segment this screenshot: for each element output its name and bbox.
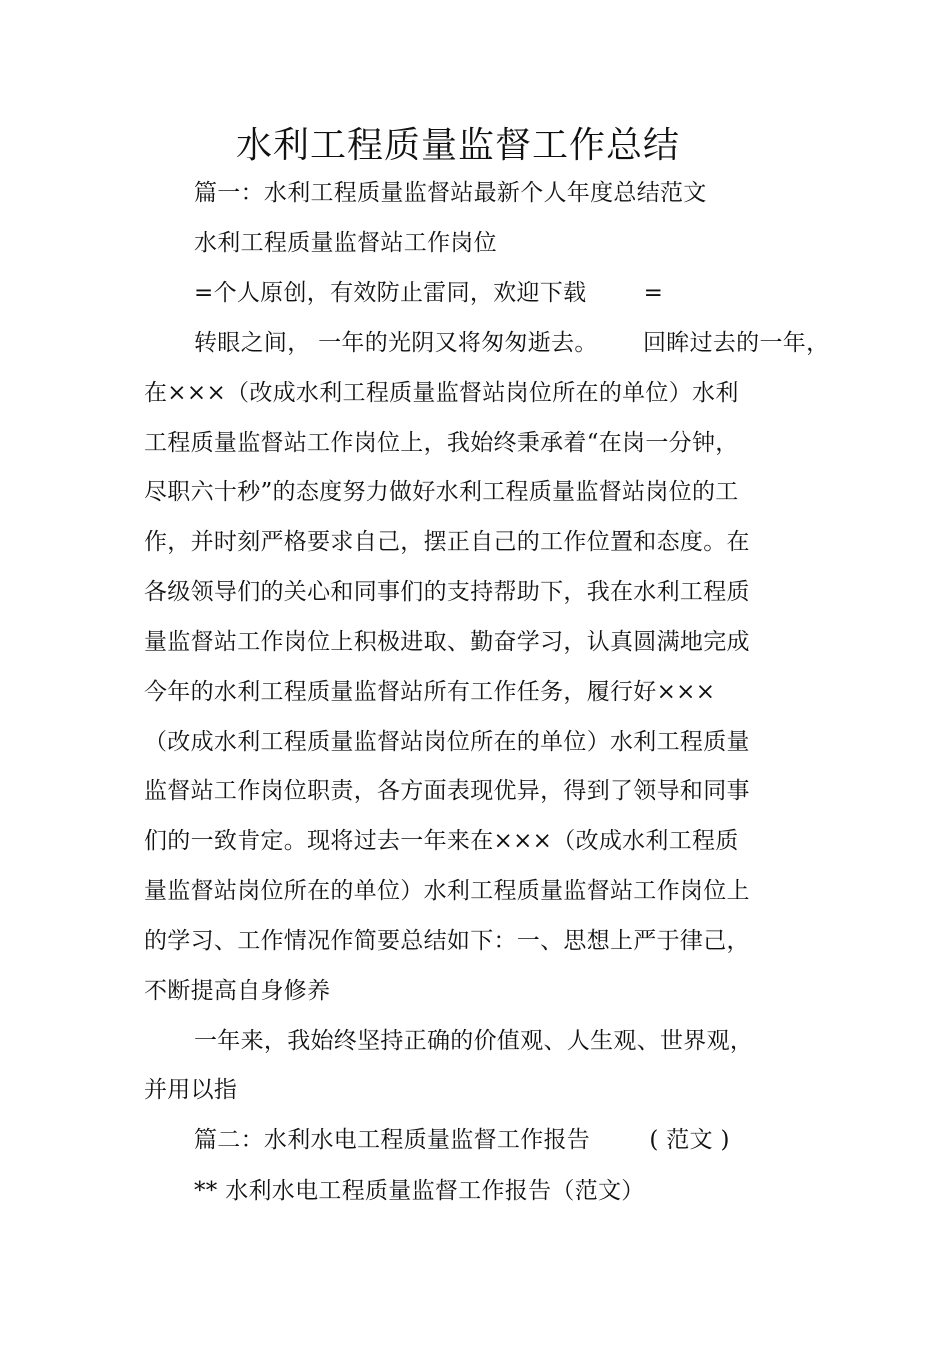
subheading: 水利工程质量监督站工作岗位 [194,230,497,256]
notice-text: =个人原创，有效防止雷同，欢迎下载 [194,280,587,306]
paragraph1-line: 量监督站工作岗位上积极进取、勤奋学习，认真圆满地完成 [144,629,750,655]
paragraph1-line: 监督站工作岗位职责，各方面表现优异，得到了领导和同事 [144,778,750,804]
paragraph1-line: 各级领导们的关心和同事们的支持帮助下，我在水利工程质 [144,579,750,605]
paragraph1-line: 量监督站岗位所在的单位）水利工程质量监督站工作岗位上 [144,878,750,904]
paragraph1-first-right: 回眸过去的一年， [642,330,830,356]
paragraph1-line: 在×××（改成水利工程质量监督站岗位所在的单位）水利 [144,380,739,406]
section2-heading [194,1125,730,1155]
paragraph1-line: 不断提高自身修养 [144,978,331,1004]
paragraph2-second-line: 并用以指 [144,1077,238,1103]
paragraph1-line: （改成水利工程质量监督站岗位所在的单位）水利工程质量 [144,729,750,755]
notice-end: = [643,280,664,306]
section1-heading: 篇一：水利工程质量监督站最新个人年度总结范文 [194,180,707,206]
paragraph1-first-line [194,328,829,358]
paragraph2-first-line: 一年来，我始终坚持正确的价值观、人生观、世界观， [194,1028,754,1054]
paragraph1-line: 尽职六十秒”的态度努力做好水利工程质量监督站岗位的工 [144,479,739,505]
paragraph1-line: 作，并时刻严格要求自己，摆正自己的工作位置和态度。在 [144,529,750,555]
paragraph1-line: 的学习、工作情况作简要总结如下：一、思想上严于律己， [144,928,750,954]
notice-line [194,278,663,308]
paragraph1-line: 今年的水利工程质量监督站所有工作任务，履行好××× [144,679,716,705]
section2-heading-suffix: ( 范文 ) [649,1127,730,1153]
paragraph1-first-left: 转眼之间， 一年的光阴又将匆匆逝去。 [194,330,598,356]
section2-subheading: ** 水利水电工程质量监督工作报告（范文） [194,1178,645,1204]
document-title: 水利工程质量监督工作总结 [235,125,680,166]
paragraph1-line: 们的一致肯定。现将过去一年来在×××（改成水利工程质 [144,828,739,854]
paragraph1-line: 工程质量监督站工作岗位上，我始终秉承着“在岗一分钟， [144,430,739,456]
section2-heading-text: 篇二：水利水电工程质量监督工作报告 [194,1127,591,1153]
